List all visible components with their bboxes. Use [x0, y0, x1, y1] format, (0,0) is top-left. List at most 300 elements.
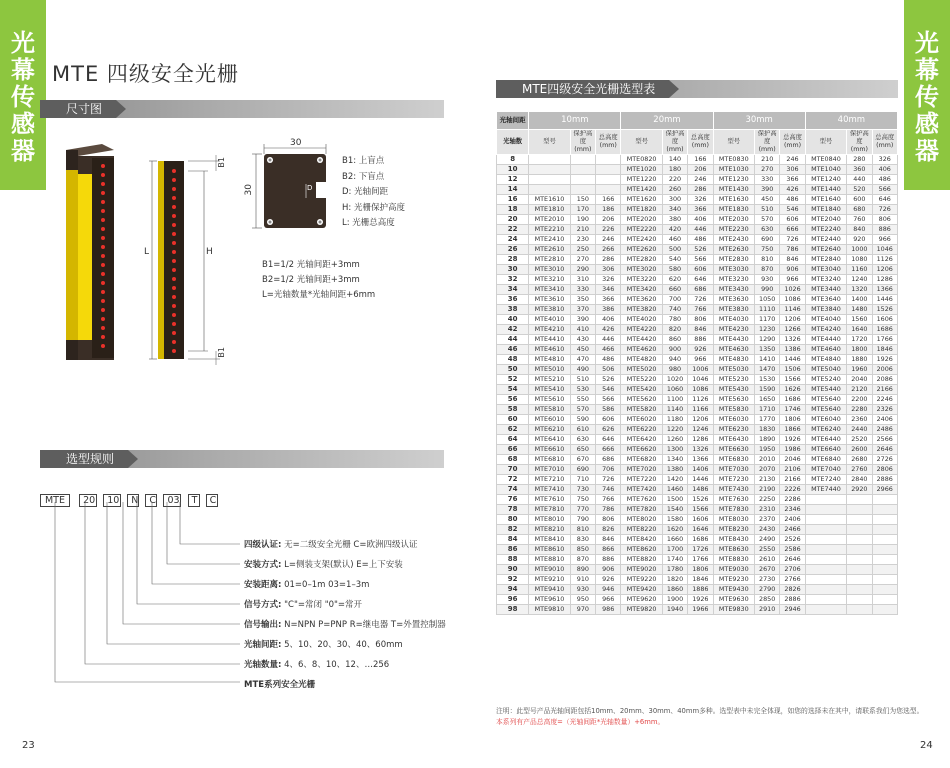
- table-cell: 910: [570, 575, 595, 585]
- table-cell: MTE2840: [805, 255, 846, 265]
- table-cell: MTE6810: [529, 455, 570, 465]
- table-cell: [529, 155, 570, 165]
- table-cell: MTE3210: [529, 275, 570, 285]
- table-cell: 180: [662, 165, 687, 175]
- table-cell: 2040: [847, 375, 872, 385]
- table-cell: MTE8220: [621, 525, 662, 535]
- table-cell: MTE4830: [713, 355, 754, 365]
- table-cell: MTE7430: [713, 485, 754, 495]
- table-cell: 1626: [780, 385, 805, 395]
- table-cell: 2966: [872, 485, 898, 495]
- table-cell: MTE9830: [713, 605, 754, 615]
- table-cell: 2600: [847, 445, 872, 455]
- table-cell: MTE9630: [713, 595, 754, 605]
- axis-count-cell: 82: [497, 525, 529, 535]
- side-tab-char: 传: [11, 83, 35, 111]
- product-illustration: [58, 140, 120, 370]
- table-cell: MTE3640: [805, 295, 846, 305]
- table-cell: 1446: [872, 295, 898, 305]
- table-cell: 1420: [662, 475, 687, 485]
- table-cell: 2086: [872, 375, 898, 385]
- cross-section-drawing: [244, 138, 330, 232]
- code-part-distance: 03: [163, 494, 181, 507]
- table-cell: 1640: [847, 325, 872, 335]
- table-cell: 830: [570, 535, 595, 545]
- table-cell: 2840: [847, 475, 872, 485]
- sub-header: 保护高度 (mm): [847, 130, 872, 155]
- axis-count-cell: 78: [497, 505, 529, 515]
- table-cell: 1026: [780, 285, 805, 295]
- table-cell: MTE1620: [621, 195, 662, 205]
- table-cell: MTE4630: [713, 345, 754, 355]
- table-cell: 570: [755, 215, 780, 225]
- table-cell: [570, 155, 595, 165]
- axis-count-cell: 50: [497, 365, 529, 375]
- table-cell: 2246: [872, 395, 898, 405]
- table-cell: MTE8410: [529, 535, 570, 545]
- sub-header: 保护高度 (mm): [755, 130, 780, 155]
- axis-count-cell: 16: [497, 195, 529, 205]
- table-cell: 610: [570, 425, 595, 435]
- table-cell: 1846: [688, 575, 713, 585]
- legend-item: D: 光轴间距: [342, 187, 389, 197]
- table-cell: 1806: [780, 415, 805, 425]
- table-cell: 686: [596, 455, 621, 465]
- table-cell: 1606: [688, 515, 713, 525]
- selection-table: [496, 111, 898, 615]
- side-tab-char: 光: [915, 29, 939, 57]
- table-cell: 1820: [662, 575, 687, 585]
- table-cell: MTE4220: [621, 325, 662, 335]
- table-cell: MTE6840: [805, 455, 846, 465]
- table-cell: MTE3830: [713, 305, 754, 315]
- table-cell: MTE7440: [805, 485, 846, 495]
- table-cell: MTE4030: [713, 315, 754, 325]
- table-cell: [872, 605, 898, 615]
- table-cell: MTE2820: [621, 255, 662, 265]
- table-cell: 1660: [662, 535, 687, 545]
- table-cell: 1526: [688, 495, 713, 505]
- rule-item: 四级认证: 无=二级安全光栅 C=欧洲四级认证: [244, 540, 418, 550]
- table-cell: 470: [570, 355, 595, 365]
- formula-list: [262, 258, 375, 303]
- table-cell: 1400: [847, 295, 872, 305]
- table-cell: 326: [688, 195, 713, 205]
- table-row: [497, 415, 898, 425]
- table-cell: MTE4620: [621, 345, 662, 355]
- side-tab-left: [0, 0, 46, 190]
- table-cell: 546: [780, 205, 805, 215]
- table-cell: 1046: [688, 375, 713, 385]
- table-cell: 666: [596, 445, 621, 455]
- table-cell: [847, 525, 872, 535]
- table-cell: 190: [570, 215, 595, 225]
- dim-label-b1-bottom: B1: [217, 347, 226, 358]
- table-cell: 1170: [755, 315, 780, 325]
- table-cell: 690: [755, 235, 780, 245]
- table-cell: 1180: [662, 415, 687, 425]
- rule-item: 信号方式: "C"=常闭 "0"=常开: [244, 600, 363, 610]
- sub-header: 总高度 (mm): [596, 130, 621, 155]
- table-cell: 326: [872, 155, 898, 165]
- table-cell: MTE1840: [805, 205, 846, 215]
- table-cell: MTE5240: [805, 375, 846, 385]
- table-cell: 2106: [780, 465, 805, 475]
- table-cell: 2440: [847, 425, 872, 435]
- table-cell: MTE5820: [621, 405, 662, 415]
- table-cell: MTE6240: [805, 425, 846, 435]
- section-label: MTE四级安全光栅选型表: [496, 80, 669, 98]
- table-cell: 580: [662, 265, 687, 275]
- table-row: [497, 305, 898, 315]
- code-part-output: N: [127, 494, 139, 507]
- table-cell: 686: [688, 285, 713, 295]
- table-cell: 566: [688, 255, 713, 265]
- table-cell: MTE9220: [621, 575, 662, 585]
- sub-header: 总高度 (mm): [872, 130, 898, 155]
- rule-item: 信号输出: N=NPN P=PNP R=继电器 T=外置控制器: [244, 620, 446, 630]
- section-bar-rules: [40, 450, 444, 468]
- table-cell: 2430: [755, 525, 780, 535]
- table-cell: [872, 555, 898, 565]
- table-cell: 2486: [872, 425, 898, 435]
- table-cell: [596, 175, 621, 185]
- table-row: [497, 245, 898, 255]
- table-cell: 1506: [780, 365, 805, 375]
- table-cell: 546: [596, 385, 621, 395]
- dim-label-d: D: [307, 184, 313, 192]
- table-cell: 520: [847, 185, 872, 195]
- table-cell: 140: [662, 155, 687, 165]
- table-cell: 666: [780, 225, 805, 235]
- table-cell: MTE1020: [621, 165, 662, 175]
- table-cell: 606: [780, 215, 805, 225]
- axis-count-cell: 38: [497, 305, 529, 315]
- table-cell: MTE5220: [621, 375, 662, 385]
- table-cell: MTE4420: [621, 335, 662, 345]
- table-cell: 1526: [872, 305, 898, 315]
- table-cell: MTE9820: [621, 605, 662, 615]
- table-row: [497, 535, 898, 545]
- table-cell: 766: [688, 305, 713, 315]
- table-cell: [805, 505, 846, 515]
- table-cell: MTE2230: [713, 225, 754, 235]
- table-cell: MTE6610: [529, 445, 570, 455]
- table-cell: 566: [596, 395, 621, 405]
- table-cell: MTE6640: [805, 445, 846, 455]
- table-cell: 1320: [847, 285, 872, 295]
- table-cell: 846: [596, 535, 621, 545]
- table-row: [497, 335, 898, 345]
- table-cell: 2406: [872, 415, 898, 425]
- table-cell: MTE9430: [713, 585, 754, 595]
- table-cell: MTE1630: [713, 195, 754, 205]
- table-cell: 826: [596, 525, 621, 535]
- table-cell: [872, 495, 898, 505]
- table-cell: 1240: [847, 275, 872, 285]
- table-cell: MTE3440: [805, 285, 846, 295]
- axis-count-cell: 92: [497, 575, 529, 585]
- axis-count-cell: 86: [497, 545, 529, 555]
- table-cell: 1950: [755, 445, 780, 455]
- table-cell: 1560: [847, 315, 872, 325]
- table-cell: 1326: [688, 445, 713, 455]
- table-cell: 1580: [662, 515, 687, 525]
- table-cell: 1460: [662, 485, 687, 495]
- table-cell: MTE1430: [713, 185, 754, 195]
- selection-table-body: [497, 155, 898, 615]
- axis-count-cell: 56: [497, 395, 529, 405]
- table-cell: MTE9610: [529, 595, 570, 605]
- rule-item: 光轴间距: 5、10、20、30、40、60mm: [244, 640, 403, 650]
- dim-label-depth: 30: [244, 184, 254, 196]
- axis-count-cell: 68: [497, 455, 529, 465]
- table-cell: 2760: [847, 465, 872, 475]
- table-cell: MTE2610: [529, 245, 570, 255]
- side-tab-char: 感: [915, 110, 939, 138]
- table-cell: MTE8010: [529, 515, 570, 525]
- table-cell: 890: [570, 565, 595, 575]
- table-cell: [805, 515, 846, 525]
- table-row: [497, 225, 898, 235]
- table-cell: 860: [662, 335, 687, 345]
- table-cell: MTE9030: [713, 565, 754, 575]
- table-cell: 2250: [755, 495, 780, 505]
- table-cell: [805, 535, 846, 545]
- table-cell: 660: [662, 285, 687, 295]
- table-cell: MTE3420: [621, 285, 662, 295]
- table-cell: MTE2220: [621, 225, 662, 235]
- table-cell: 1926: [780, 435, 805, 445]
- table-cell: 1686: [780, 395, 805, 405]
- table-cell: 1140: [662, 405, 687, 415]
- table-cell: 2490: [755, 535, 780, 545]
- table-row: [497, 185, 898, 195]
- table-cell: 1046: [872, 245, 898, 255]
- table-cell: 1326: [780, 335, 805, 345]
- table-cell: MTE5420: [621, 385, 662, 395]
- table-cell: 1086: [688, 385, 713, 395]
- table-cell: 170: [570, 205, 595, 215]
- table-cell: MTE4640: [805, 345, 846, 355]
- table-cell: 1500: [662, 495, 687, 505]
- table-cell: MTE9410: [529, 585, 570, 595]
- table-cell: 326: [596, 275, 621, 285]
- table-cell: [872, 565, 898, 575]
- table-cell: 2610: [755, 555, 780, 565]
- table-cell: MTE5610: [529, 395, 570, 405]
- table-cell: [805, 575, 846, 585]
- table-cell: 2806: [872, 465, 898, 475]
- table-cell: 1300: [662, 445, 687, 455]
- table-cell: 790: [570, 515, 595, 525]
- table-cell: MTE6410: [529, 435, 570, 445]
- table-cell: MTE7410: [529, 485, 570, 495]
- dim-label-l: L: [144, 247, 150, 257]
- table-cell: 1590: [755, 385, 780, 395]
- table-cell: MTE2640: [805, 245, 846, 255]
- axis-count-cell: 18: [497, 205, 529, 215]
- table-row: [497, 295, 898, 305]
- table-row: [497, 405, 898, 415]
- table-cell: 346: [596, 285, 621, 295]
- page-number-left: 23: [22, 740, 35, 751]
- table-cell: 2550: [755, 545, 780, 555]
- table-cell: 626: [596, 425, 621, 435]
- table-cell: MTE8210: [529, 525, 570, 535]
- rule-item: MTE系列安全光栅: [244, 680, 316, 690]
- table-cell: [805, 585, 846, 595]
- table-row: [497, 375, 898, 385]
- formula-item: L=光轴数量*光轴间距+6mm: [262, 290, 376, 300]
- table-cell: 1206: [780, 315, 805, 325]
- table-cell: MTE8620: [621, 545, 662, 555]
- table-cell: 306: [780, 165, 805, 175]
- table-cell: MTE4440: [805, 335, 846, 345]
- rule-item: 安装方式: L=侧装支架(默认) E=上下安装: [244, 560, 403, 570]
- code-part-mount: T: [188, 494, 200, 507]
- table-cell: 2790: [755, 585, 780, 595]
- table-cell: MTE1030: [713, 165, 754, 175]
- table-cell: 1566: [688, 505, 713, 515]
- table-cell: 390: [570, 315, 595, 325]
- corner-header-spacing: 光轴间距: [497, 112, 529, 130]
- table-cell: 2360: [847, 415, 872, 425]
- table-cell: 1780: [662, 565, 687, 575]
- table-cell: MTE4820: [621, 355, 662, 365]
- legend-item: H: 光栅保护高度: [342, 202, 405, 213]
- table-cell: MTE3410: [529, 285, 570, 295]
- table-cell: 1470: [755, 365, 780, 375]
- table-cell: MTE2040: [805, 215, 846, 225]
- table-cell: 1890: [755, 435, 780, 445]
- table-cell: 1966: [688, 605, 713, 615]
- axis-count-cell: 66: [497, 445, 529, 455]
- sub-header: 保护高度 (mm): [570, 130, 595, 155]
- table-cell: MTE1230: [713, 175, 754, 185]
- table-cell: 886: [596, 555, 621, 565]
- table-row: [497, 315, 898, 325]
- table-cell: MTE6020: [621, 415, 662, 425]
- table-cell: 1126: [688, 395, 713, 405]
- axis-count-cell: 72: [497, 475, 529, 485]
- table-row: [497, 485, 898, 495]
- table-cell: MTE0840: [805, 155, 846, 165]
- table-cell: 1960: [847, 365, 872, 375]
- table-cell: 406: [596, 315, 621, 325]
- table-cell: 1726: [688, 545, 713, 555]
- table-cell: MTE5030: [713, 365, 754, 375]
- table-row: [497, 575, 898, 585]
- dimension-legend: [342, 154, 405, 232]
- table-row: [497, 355, 898, 365]
- sub-header: 总高度 (mm): [780, 130, 805, 155]
- table-cell: MTE5440: [805, 385, 846, 395]
- table-cell: [847, 535, 872, 545]
- axis-count-cell: 64: [497, 435, 529, 445]
- table-cell: 1000: [847, 245, 872, 255]
- table-cell: [805, 605, 846, 615]
- table-cell: 900: [662, 345, 687, 355]
- table-row: [497, 155, 898, 165]
- legend-item: L: 光栅总高度: [342, 218, 395, 228]
- table-row: [497, 175, 898, 185]
- table-cell: 780: [662, 315, 687, 325]
- table-cell: 1926: [688, 595, 713, 605]
- table-cell: MTE6830: [713, 455, 754, 465]
- table-cell: 1006: [688, 365, 713, 375]
- table-cell: [872, 535, 898, 545]
- table-cell: 810: [570, 525, 595, 535]
- table-cell: 750: [570, 495, 595, 505]
- table-cell: [570, 165, 595, 175]
- table-row: [497, 545, 898, 555]
- table-cell: MTE5810: [529, 405, 570, 415]
- front-dimension-drawing: [144, 155, 238, 365]
- table-cell: 486: [872, 175, 898, 185]
- axis-count-cell: 98: [497, 605, 529, 615]
- side-tab-char: 光: [11, 29, 35, 57]
- table-cell: 2120: [847, 385, 872, 395]
- table-cell: MTE1240: [805, 175, 846, 185]
- table-cell: [805, 555, 846, 565]
- code-part-spacing: 10: [103, 494, 121, 507]
- axis-count-cell: 22: [497, 225, 529, 235]
- table-cell: MTE5630: [713, 395, 754, 405]
- table-cell: MTE2830: [713, 255, 754, 265]
- table-cell: 1146: [780, 305, 805, 315]
- table-cell: 2850: [755, 595, 780, 605]
- table-cell: MTE6430: [713, 435, 754, 445]
- table-cell: 1126: [872, 255, 898, 265]
- table-row: [497, 525, 898, 535]
- table-cell: 1286: [872, 275, 898, 285]
- table-cell: 840: [847, 225, 872, 235]
- table-cell: 1700: [662, 545, 687, 555]
- table-cell: 1086: [780, 295, 805, 305]
- table-cell: [805, 545, 846, 555]
- table-cell: MTE5210: [529, 375, 570, 385]
- table-cell: 2166: [872, 385, 898, 395]
- side-tab-char: 传: [915, 83, 939, 111]
- rule-item: 安装距离: 01=0–1m 03=1–3m: [244, 580, 370, 590]
- table-cell: 1746: [780, 405, 805, 415]
- table-cell: 286: [596, 255, 621, 265]
- table-cell: 1540: [662, 505, 687, 515]
- table-cell: 1880: [847, 355, 872, 365]
- dim-label-h: H: [206, 247, 213, 257]
- table-row: [497, 455, 898, 465]
- table-cell: 1366: [872, 285, 898, 295]
- table-cell: MTE1040: [805, 165, 846, 175]
- sub-header: 总高度 (mm): [688, 130, 713, 155]
- table-cell: 2310: [755, 505, 780, 515]
- table-cell: 1710: [755, 405, 780, 415]
- table-cell: 806: [872, 215, 898, 225]
- table-cell: 1486: [688, 485, 713, 495]
- axis-count-cell: 96: [497, 595, 529, 605]
- table-cell: 966: [872, 235, 898, 245]
- table-cell: 366: [596, 295, 621, 305]
- table-cell: 290: [570, 265, 595, 275]
- group-header: 30mm: [713, 112, 805, 130]
- table-cell: MTE6210: [529, 425, 570, 435]
- table-cell: 2646: [872, 445, 898, 455]
- table-cell: 246: [688, 175, 713, 185]
- table-cell: 1620: [662, 525, 687, 535]
- table-cell: 806: [688, 315, 713, 325]
- table-cell: MTE2420: [621, 235, 662, 245]
